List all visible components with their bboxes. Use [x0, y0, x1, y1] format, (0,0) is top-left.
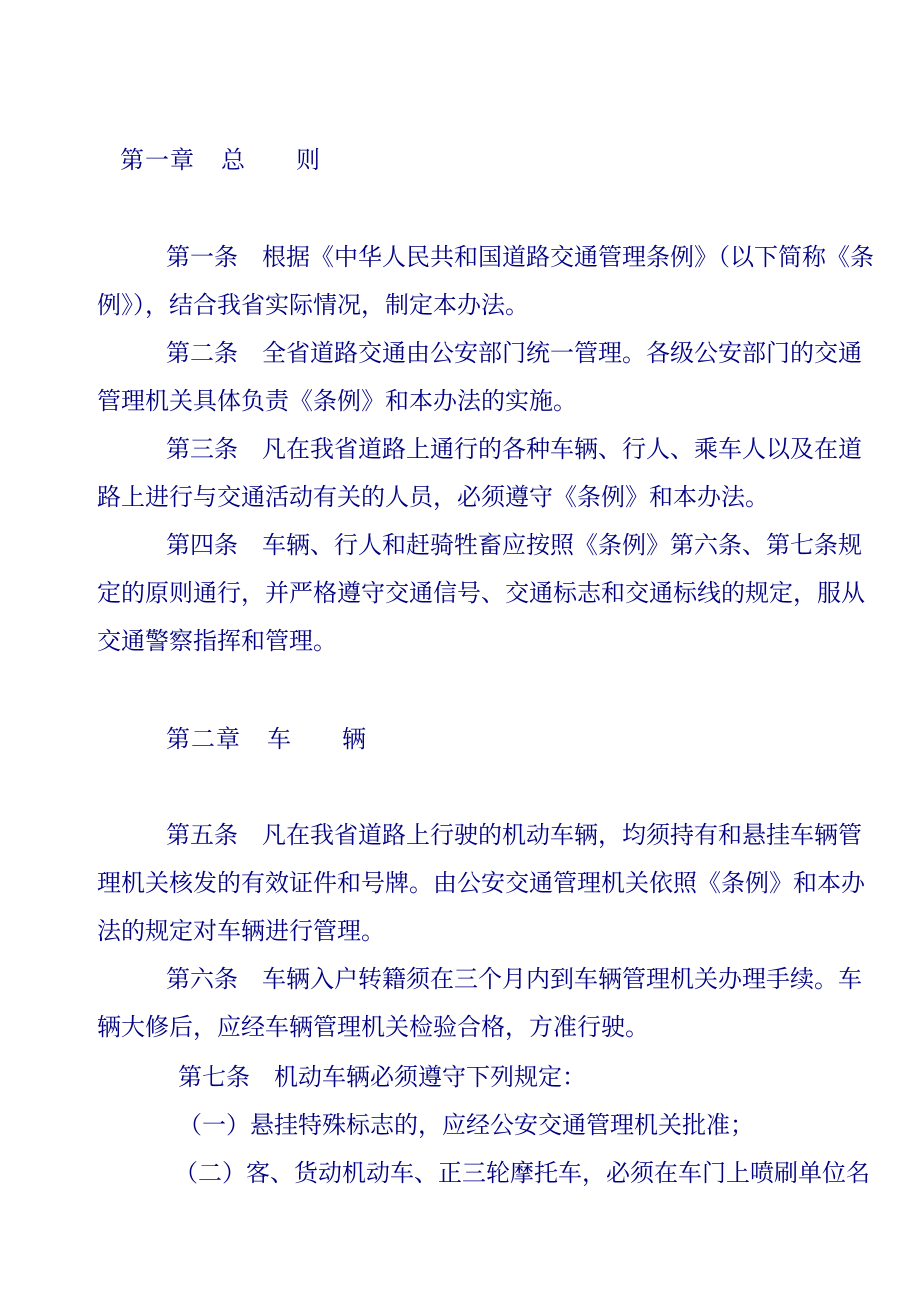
article-1-line-2: 例》），结合我省实际情况，制定本办法。: [97, 291, 529, 319]
article-7-line-1: 第七条 机动车辆必须遵守下列规定：: [178, 1063, 586, 1091]
article-5-line-2: 理机关核发的有效证件和号牌。由公安交通管理机关依照《条例》和本办: [97, 869, 865, 897]
article-4-line-3: 交通警察指挥和管理。: [97, 627, 337, 655]
chapter-2-title-part1: 车: [267, 725, 292, 753]
article-4-line-2: 定的原则通行，并严格遵守交通信号、交通标志和交通标线的规定，服从: [97, 579, 865, 607]
article-5-line-3: 法的规定对车辆进行管理。: [97, 917, 385, 945]
article-4-line-1: 第四条 车辆、行人和赶骑牲畜应按照《条例》第六条、第七条规: [166, 531, 862, 559]
article-5-line-1: 第五条 凡在我省道路上行驶的机动车辆，均须持有和悬挂车辆管: [166, 821, 862, 849]
article-3-line-2: 路上进行与交通活动有关的人员，必须遵守《条例》和本办法。: [97, 483, 769, 511]
article-7-item-1: （一）悬挂特殊标志的，应经公安交通管理机关批准；: [178, 1111, 754, 1139]
article-3-line-1: 第三条 凡在我省道路上通行的各种车辆、行人、乘车人以及在道: [166, 435, 862, 463]
chapter-1-heading: [120, 145, 321, 175]
article-2-line-1: 第二条 全省道路交通由公安部门统一管理。各级公安部门的交通: [166, 339, 862, 367]
article-6-line-2: 辆大修后，应经车辆管理机关检验合格，方准行驶。: [97, 1013, 649, 1041]
article-2-line-2: 管理机关具体负责《条例》和本办法的实施。: [97, 387, 577, 415]
chapter-2-number: 第二章: [166, 725, 241, 753]
chapter-1-title-part2: 则: [296, 146, 321, 174]
chapter-2-heading: [166, 724, 367, 754]
article-1-line-1: 第一条 根据《中华人民共和国道路交通管理条例》（以下简称《条: [166, 243, 874, 271]
chapter-1-number: 第一章: [120, 146, 195, 174]
article-7-item-2: （二）客、货动机动车、正三轮摩托车，必须在车门上喷刷单位名: [174, 1159, 870, 1187]
chapter-2-title-part2: 辆: [342, 725, 367, 753]
chapter-1-title-part1: 总: [221, 146, 246, 174]
article-6-line-1: 第六条 车辆入户转籍须在三个月内到车辆管理机关办理手续。车: [166, 965, 862, 993]
